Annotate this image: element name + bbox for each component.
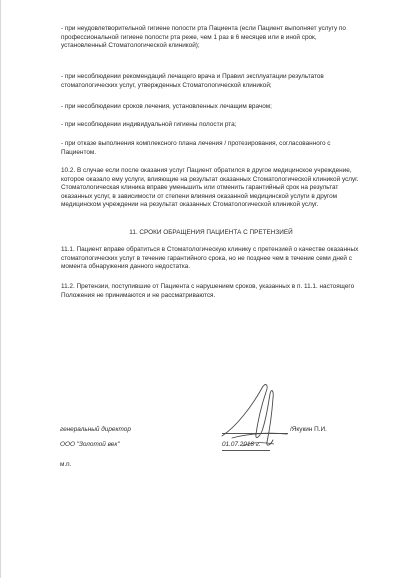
list-item: - при неудовлетворительной гигиене полости рта Пациента (если Пациент выполняет услугу по профессиональной гигиене полости рта реже, чем 1 раз в 6 месяцев или в иной срок, установленный Стоматологической клиникой); [61,25,346,50]
section-title: 11. СРОКИ ОБРАЩЕНИЯ ПАЦИЕНТА С ПРЕТЕНЗИЕЙ [129,229,293,236]
stamp-place: м.п. [60,461,72,468]
paragraph-10-2: 10.2. В случае если после оказания услуг Пациент обратился в другое медицинское учреждение, которое оказало ему услуги, влияющие на результат оказанных Стоматологической клиникой услуг. Стоматологическая клиника вправе уменьшить или отменить гарантийный срок на результат оказанных услуг, в зависимости от степени влияния оказанной медицинской услуги в другом медицинском учреждении на результат оказанных Стоматологической клиникой услуг. [61,167,359,209]
list-item: - при несоблюдении сроков лечения, установленных лечащим врачом; [61,103,272,110]
signature-date: 01.07.2018 г. [222,441,261,448]
paragraph-11-1: 11.1. Пациент вправе обратиться в Стоматологическую клинику с претензией о качестве оказанных стоматологических услуг в течение гарантийного срока, но не позднее чем в течение семи дней с момента обнаружения данного недостатка. [61,246,359,271]
handwritten-signature [212,376,292,456]
list-item: - при несоблюдении рекомендаций лечащего врача и Правил эксплуатации результатов стоматологических услуг, утвержденных Стоматологической клиникой; [61,73,324,89]
list-item: - при отказе выполнения комплексного плана лечения / протезирования, согласованного с Пациентом. [61,140,331,156]
paragraph-11-2: 11.2. Претензии, поступившие от Пациента с нарушением сроков, указанных в п. 11.1. настоящего Положения не принимаются и не рассматриваются. [61,283,355,299]
list-item: - при несоблюдении индивидуальной гигиены полости рта; [61,121,237,128]
signatory-company: ООО "Золотой век" [60,441,120,448]
signatory-position: генеральный директор [60,426,131,433]
signatory-name: /Якукин П.И. [290,426,327,433]
page-edge [0,0,1,578]
